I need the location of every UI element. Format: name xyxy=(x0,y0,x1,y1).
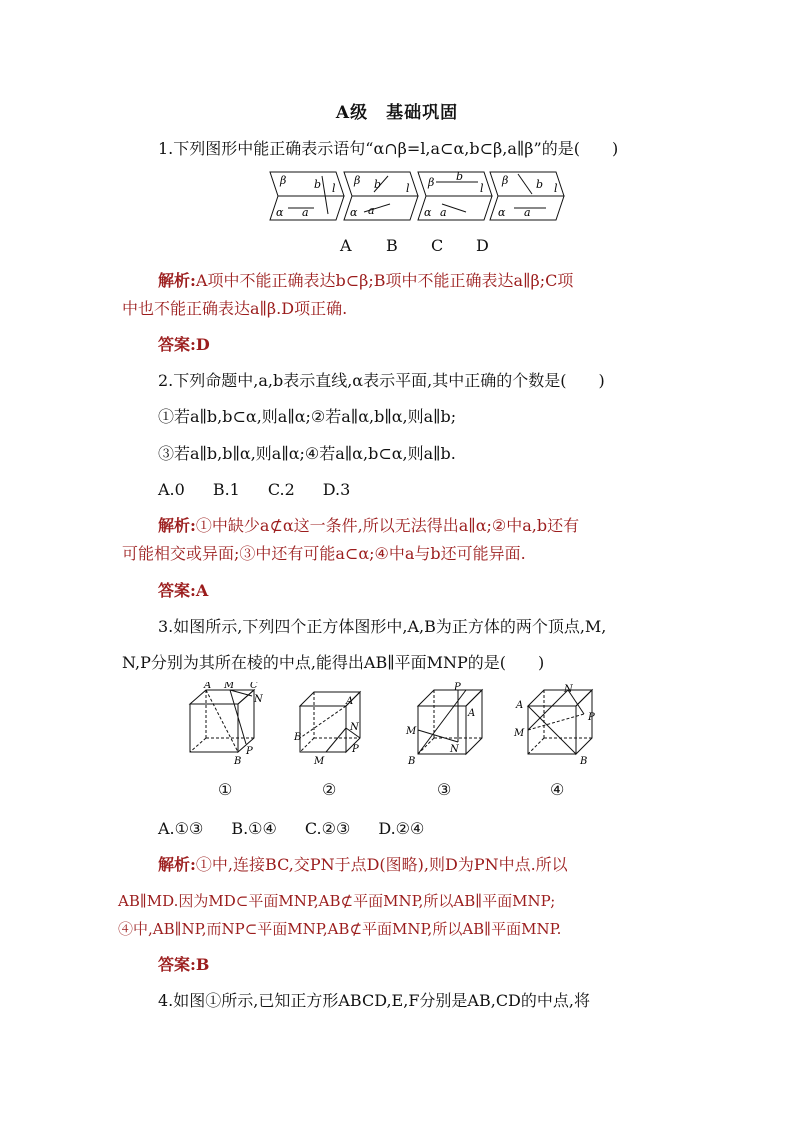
svg-text:B: B xyxy=(408,756,416,767)
label-beta: β xyxy=(280,174,287,187)
label-b: b xyxy=(314,178,322,191)
svg-text:M: M xyxy=(314,756,325,767)
q1-explain-line1: 解析:A项中不能正确表达b⊂β;B项中不能正确表达a∥β;C项 xyxy=(158,271,574,290)
q2-explain-line2: 可能相交或异面;③中还有可能a⊂α;④中a与b还可能异面. xyxy=(122,544,526,563)
q3-caption-2: ② xyxy=(322,780,337,799)
svg-text:M: M xyxy=(224,682,235,691)
svg-text:β: β xyxy=(502,174,509,187)
q3-explain-line1: 解析:①中,连接BC,交PN于点D(图略),则D为PN中点.所以 xyxy=(158,855,568,874)
svg-text:α: α xyxy=(424,206,432,219)
q2-option-b: B.1 xyxy=(212,480,240,499)
svg-text:b: b xyxy=(536,178,544,191)
svg-text:A: A xyxy=(516,700,524,711)
q3-stem-line1: 3.如图所示,下列四个正方体图形中,A,B为正方体的两个顶点,M, xyxy=(158,617,607,636)
svg-text:β: β xyxy=(354,174,361,187)
q1-fig-label-d: D xyxy=(476,236,489,255)
svg-text:P: P xyxy=(246,746,253,757)
q3-option-d: D.②④ xyxy=(378,819,425,838)
q1-answer: 答案:D xyxy=(158,335,210,354)
q2-line2: ③若a∥b,b∥α,则a∥α;④若a∥α,b⊂α,则a∥b. xyxy=(158,444,456,463)
q3-caption-4: ④ xyxy=(550,780,565,799)
q1-explain-line2: 中也不能正确表达a∥β.D项正确. xyxy=(122,299,348,318)
q1-figure xyxy=(266,168,566,224)
q1-fig-label-a: A xyxy=(340,236,352,255)
svg-text:P: P xyxy=(454,682,461,693)
svg-text:b: b xyxy=(456,170,464,183)
svg-text:β: β xyxy=(428,176,435,189)
label-alpha: α xyxy=(276,206,284,219)
q3-option-a: A.①③ xyxy=(158,819,204,838)
cube-1 xyxy=(190,690,254,752)
q1-fig-label-c: C xyxy=(431,236,444,255)
svg-text:M: M xyxy=(406,726,417,737)
q2-answer: 答案:A xyxy=(158,581,209,600)
q3-option-c: C.②③ xyxy=(304,819,351,838)
section-title: A级 基础巩固 xyxy=(335,103,459,123)
q3-stem-line2: N,P分别为其所在棱的中点,能得出AB∥平面MNP的是( ) xyxy=(122,653,545,672)
svg-text:A: A xyxy=(204,682,212,691)
q3-option-b: B.①④ xyxy=(231,819,277,838)
q2-explain-line1: 解析:①中缺少a⊄α这一条件,所以无法得出a∥α;②中a,b还有 xyxy=(158,516,580,535)
q2-option-a: A.0 xyxy=(158,480,185,499)
svg-text:N: N xyxy=(564,684,573,695)
svg-text:l: l xyxy=(554,182,558,195)
cube-4 xyxy=(528,690,592,754)
svg-text:a: a xyxy=(368,204,375,217)
q2-option-d: D.3 xyxy=(322,480,351,499)
q3-caption-3: ③ xyxy=(437,780,452,799)
q1-stem: 1.下列图形中能正确表示语句“α∩β=l,a⊂α,b⊂β,a∥β”的是( ) xyxy=(158,139,619,158)
q3-figure xyxy=(186,682,606,772)
q1-fig-label-b: B xyxy=(386,236,398,255)
label-a: a xyxy=(302,206,309,219)
q3-explain-line2: AB∥MD.因为MD⊂平面MNP,AB⊄平面MNP,所以AB∥平面MNP; xyxy=(118,892,556,910)
svg-text:P: P xyxy=(588,712,595,723)
svg-text:C: C xyxy=(250,682,258,691)
svg-text:α: α xyxy=(350,206,358,219)
svg-text:a: a xyxy=(440,206,447,219)
svg-text:N: N xyxy=(254,694,263,705)
svg-text:l: l xyxy=(406,182,410,195)
q3-answer: 答案:B xyxy=(158,955,210,974)
svg-text:B: B xyxy=(294,732,302,743)
svg-text:a: a xyxy=(524,206,531,219)
svg-text:P: P xyxy=(352,744,359,755)
svg-text:α: α xyxy=(498,206,506,219)
line-b xyxy=(322,176,328,214)
svg-text:B: B xyxy=(234,756,242,767)
q3-options xyxy=(158,818,452,840)
svg-text:b: b xyxy=(374,178,382,191)
svg-text:A: A xyxy=(346,696,354,707)
q2-line1: ①若a∥b,b⊂α,则a∥α;②若a∥α,b∥α,则a∥b; xyxy=(158,407,457,426)
label-l: l xyxy=(332,182,336,195)
svg-text:M: M xyxy=(514,728,525,739)
svg-text:N: N xyxy=(450,744,459,755)
q2-options xyxy=(158,479,378,501)
svg-text:A: A xyxy=(468,708,476,719)
q3-caption-1: ① xyxy=(218,780,233,799)
q3-explain-line3: ④中,AB∥NP,而NP⊂平面MNP,AB⊄平面MNP,所以AB∥平面MNP. xyxy=(118,920,562,938)
svg-text:B: B xyxy=(580,756,588,767)
svg-text:l: l xyxy=(480,182,484,195)
explain-label: 解析: xyxy=(158,271,196,290)
q2-option-c: C.2 xyxy=(267,480,295,499)
q2-stem: 2.下列命题中,a,b表示直线,α表示平面,其中正确的个数是( ) xyxy=(158,371,605,390)
svg-text:N: N xyxy=(350,722,359,733)
q4-stem: 4.如图①所示,已知正方形ABCD,E,F分别是AB,CD的中点,将 xyxy=(158,991,590,1010)
